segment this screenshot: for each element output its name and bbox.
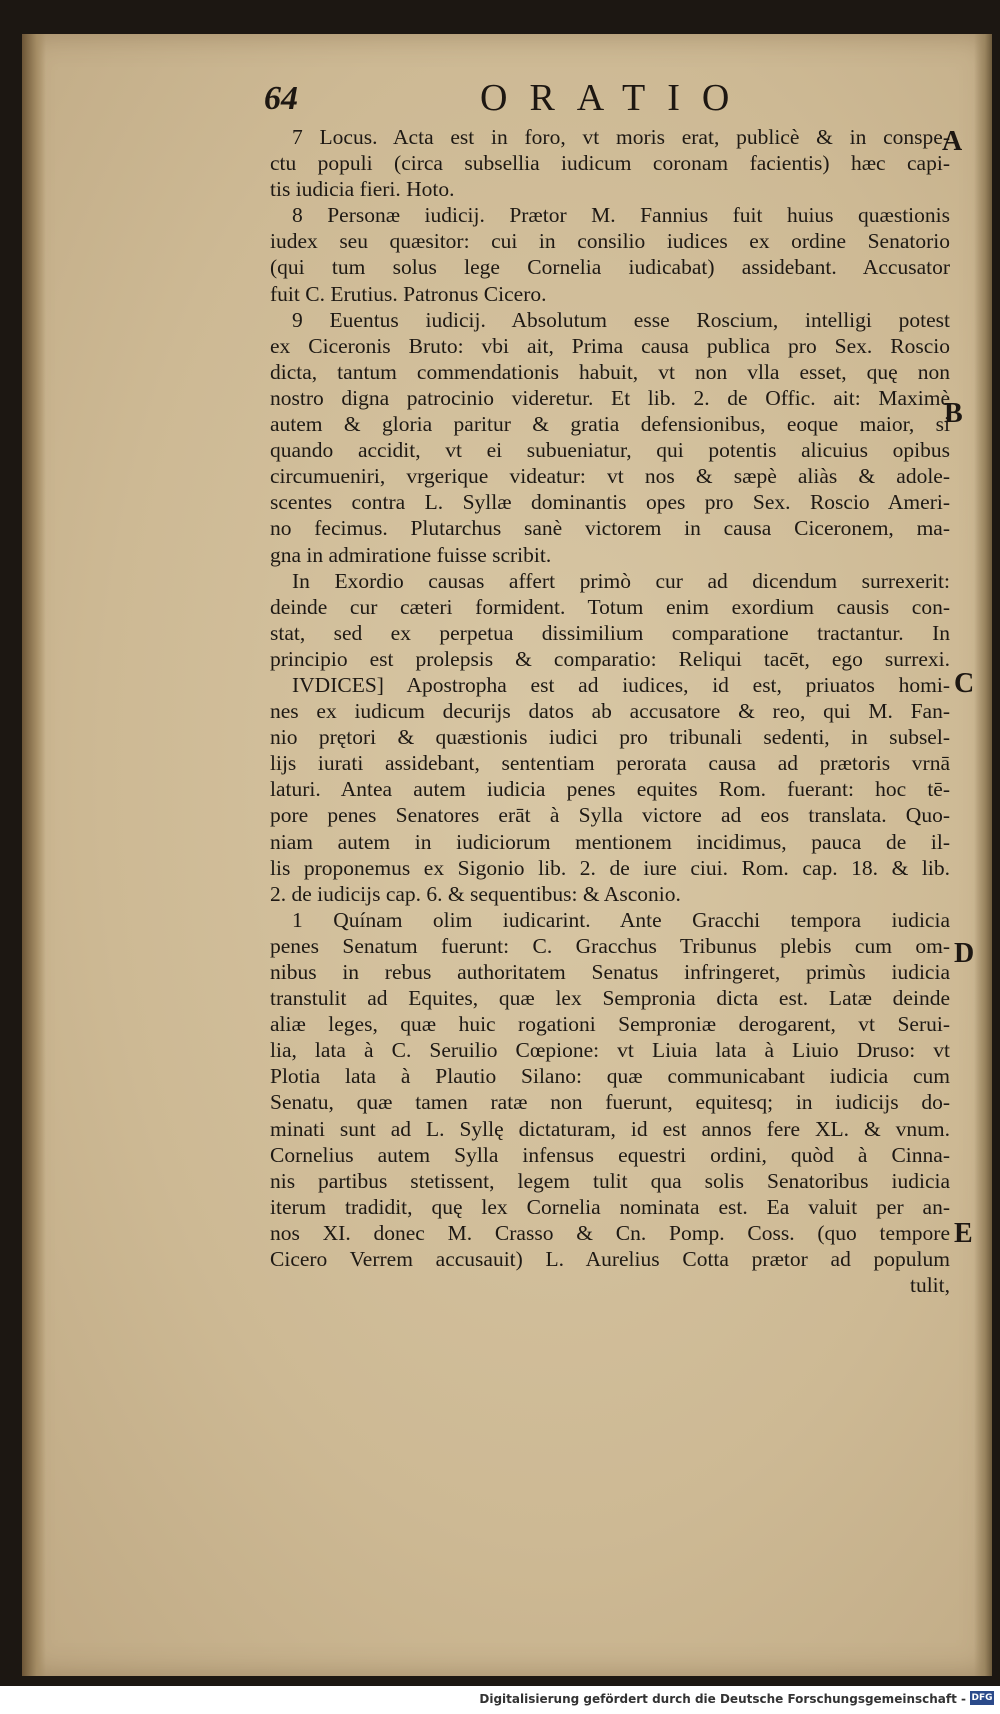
- margin-marker-c: C: [954, 668, 975, 699]
- text-line: iterum tradidit, quę lex Cornelia nominata est. Ea valuit per an-: [270, 1194, 950, 1219]
- margin-marker-a: A: [942, 126, 963, 157]
- text-line: no fecimus. Plutarchus sanè victorem in causa Ciceronem, ma-: [270, 516, 950, 541]
- text-line: penes Senatum fuerunt: C. Gracchus Tribunus plebis cum om-: [270, 933, 950, 958]
- body-text: [270, 124, 950, 1298]
- text-line: IVDICES] Apostropha est ad iudices, id est, priuatos homi-: [292, 672, 950, 697]
- text-line: lijs iurati assidebant, sententiam perorata causa ad prætoris vrnā: [270, 751, 950, 776]
- text-line: nes ex iudicum decurijs datos ab accusatore & reo, qui M. Fan-: [270, 699, 950, 724]
- footer-credit: Digitalisierung gefördert durch die Deutsche Forschungsgemeinschaft -: [479, 1692, 966, 1706]
- text-line: dicta, tantum commendationis habuit, vt non vlla esset, quę non: [270, 359, 950, 384]
- text-line: 2. de iudicijs cap. 6. & sequentibus: & Asconio.: [270, 881, 681, 906]
- text-line: quando accidit, vt ei subueniatur, qui potentis alicuius opibus: [270, 438, 950, 463]
- text-line: In Exordio causas affert primò cur ad dicendum surrexerit:: [292, 568, 950, 593]
- text-line: transtulit ad Equites, quæ lex Sempronia dicta est. Latæ deinde: [270, 986, 950, 1011]
- text-line: Plotia lata à Plautio Silano: quæ communicabant iudicia cum: [270, 1064, 950, 1089]
- page-left-shadow: [22, 34, 46, 1676]
- text-line: nio prętori & quæstionis iudici pro tribunali sedenti, in subsel-: [270, 725, 950, 750]
- text-line: nibus in rebus authoritatem Senatus infringeret, primùs iudicia: [270, 960, 950, 984]
- text-line: stat, sed ex perpetua dissimilium comparatione tractantur. In: [270, 620, 950, 645]
- text-line: Cornelius autem Sylla infensus equestri ordini, quòd à Cinna-: [270, 1142, 950, 1167]
- text-line: Cicero Verrem accusauit) L. Aurelius Cotta prætor ad populum: [270, 1247, 950, 1272]
- text-line: Senatu, quæ tamen ratæ non fuerunt, equitesq; in iudicijs do-: [270, 1090, 950, 1115]
- catchword: tulit,: [909, 1273, 950, 1298]
- text-line: gna in admiratione fuisse scribit.: [270, 542, 552, 567]
- text-line: minati sunt ad L. Syllę dictaturam, id est annos fere XL. & vnum.: [270, 1116, 950, 1141]
- text-line: aliæ leges, quæ huic rogationi Semproniæ derogarent, vt Serui-: [270, 1012, 950, 1037]
- page-number: 64: [264, 80, 298, 117]
- text-line: scentes contra L. Syllæ dominantis opes pro Sex. Roscio Ameri-: [270, 490, 950, 515]
- text-line: 7 Locus. Acta est in foro, vt moris erat, publicè & in conspe-: [292, 125, 950, 149]
- running-head: ORATIO: [480, 77, 752, 119]
- text-line: ex Ciceronis Bruto: vbi ait, Prima causa publica pro Sex. Roscio: [270, 333, 950, 358]
- page-right-edge: [974, 34, 992, 1676]
- text-line: ctu populi (circa subsellia iudicum coronam facientis) hæc capi-: [270, 151, 950, 176]
- text-line: tis iudicia fieri. Hoto.: [270, 177, 455, 202]
- text-line: (qui tum solus lege Cornelia iudicabat) assidebant. Accusator: [270, 255, 950, 280]
- margin-marker-b: B: [944, 398, 963, 429]
- text-line: lis proponemus ex Sigonio lib. 2. de iure ciui. Rom. cap. 18. & lib.: [270, 855, 950, 880]
- text-line: fuit C. Erutius. Patronus Cicero.: [270, 281, 547, 306]
- text-line: niam autem in iudiciorum mentionem incidimus, pauca de il-: [270, 829, 950, 854]
- text-line: nostro digna patrocinio videretur. Et lib. 2. de Offic. ait: Maximè: [270, 385, 950, 410]
- text-line: circumueniri, vrgerique videatur: vt nos & sæpè aliàs & adole-: [270, 464, 950, 489]
- footer-bar: [0, 1686, 1000, 1714]
- text-line: principio est prolepsis & comparatio: Reliqui tacēt, ego surrexi.: [270, 646, 950, 671]
- margin-marker-e: E: [954, 1218, 973, 1249]
- text-line: deinde cur cæteri formident. Totum enim exordium causis con-: [270, 594, 950, 619]
- text-line: autem & gloria paritur & gratia defensionibus, eoque maior, si: [270, 412, 950, 437]
- text-line: iudex seu quæsitor: cui in consilio iudices ex ordine Senatorio: [270, 229, 950, 254]
- margin-marker-d: D: [954, 938, 975, 969]
- text-line: 1 Quínam olim iudicarint. Ante Gracchi tempora iudicia: [292, 907, 950, 932]
- text-line: laturi. Antea autem iudicia penes equites Rom. fuerant: hoc tē-: [270, 777, 950, 802]
- text-line: pore penes Senatores erāt à Sylla victore ad eos translata. Quo-: [270, 803, 950, 828]
- text-line: nis partibus stetissent, legem tulit qua solis Senatoribus iudicia: [270, 1168, 950, 1193]
- text-line: 8 Personæ iudicij. Prætor M. Fannius fuit huius quæstionis: [292, 203, 950, 228]
- text-line: nos XI. donec M. Crasso & Cn. Pomp. Coss. (quo tempore: [270, 1220, 950, 1245]
- text-line: 9 Euentus iudicij. Absolutum esse Roscium, intelligi potest: [292, 307, 950, 332]
- dfg-logo: DFG: [971, 1693, 993, 1703]
- text-line: lia, lata à C. Seruilio Cœpione: vt Liuia lata à Liuio Druso: vt: [270, 1038, 950, 1063]
